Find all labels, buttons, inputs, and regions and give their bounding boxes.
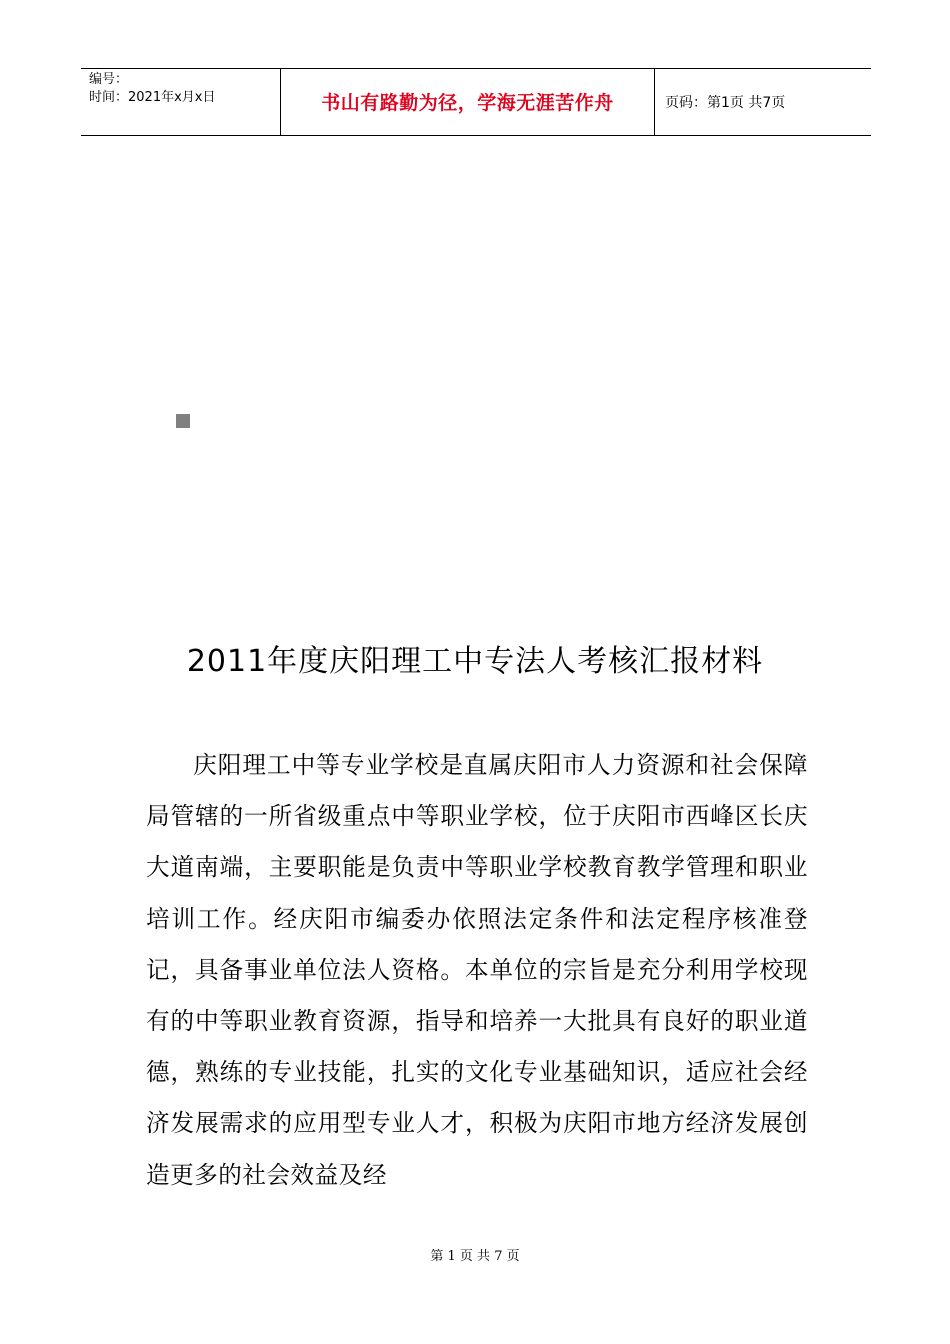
- square-bullet-icon: [176, 414, 190, 428]
- header-motto: 书山有路勤为径，学海无涯苦作舟: [281, 69, 655, 135]
- document-time-label: 时间：2021年x月x日: [89, 90, 216, 105]
- body-paragraph: 庆阳理工中等专业学校是直属庆阳市人力资源和社会保障局管辖的一所省级重点中等职业学校，位于庆阳市西峰区长庆大道南端，主要职能是负责中等职业学校教育教学管理和职业培训工作。经庆阳市编委办依照法定条件和法定程序核准登记，具备事业单位法人资格。本单位的宗旨是充分利用学校现有的中等职业教育资源，指导和培养一大批具有良好的职业道德，熟练的专业技能，扎实的文化专业基础知识，适应社会经济发展需求的应用型专业人才，积极为庆阳市地方经济发展创造更多的社会效益及经: [146, 751, 808, 1189]
- page-footer: 第 1 页 共 7 页: [430, 1249, 520, 1264]
- document-number-label: 编号：: [89, 72, 129, 87]
- page-header: [81, 68, 871, 136]
- header-meta: [81, 69, 281, 135]
- document-title: 2011年度庆阳理工中专法人考核汇报材料: [186, 644, 764, 679]
- header-page-info: 页码：第1页 共7页: [665, 95, 786, 111]
